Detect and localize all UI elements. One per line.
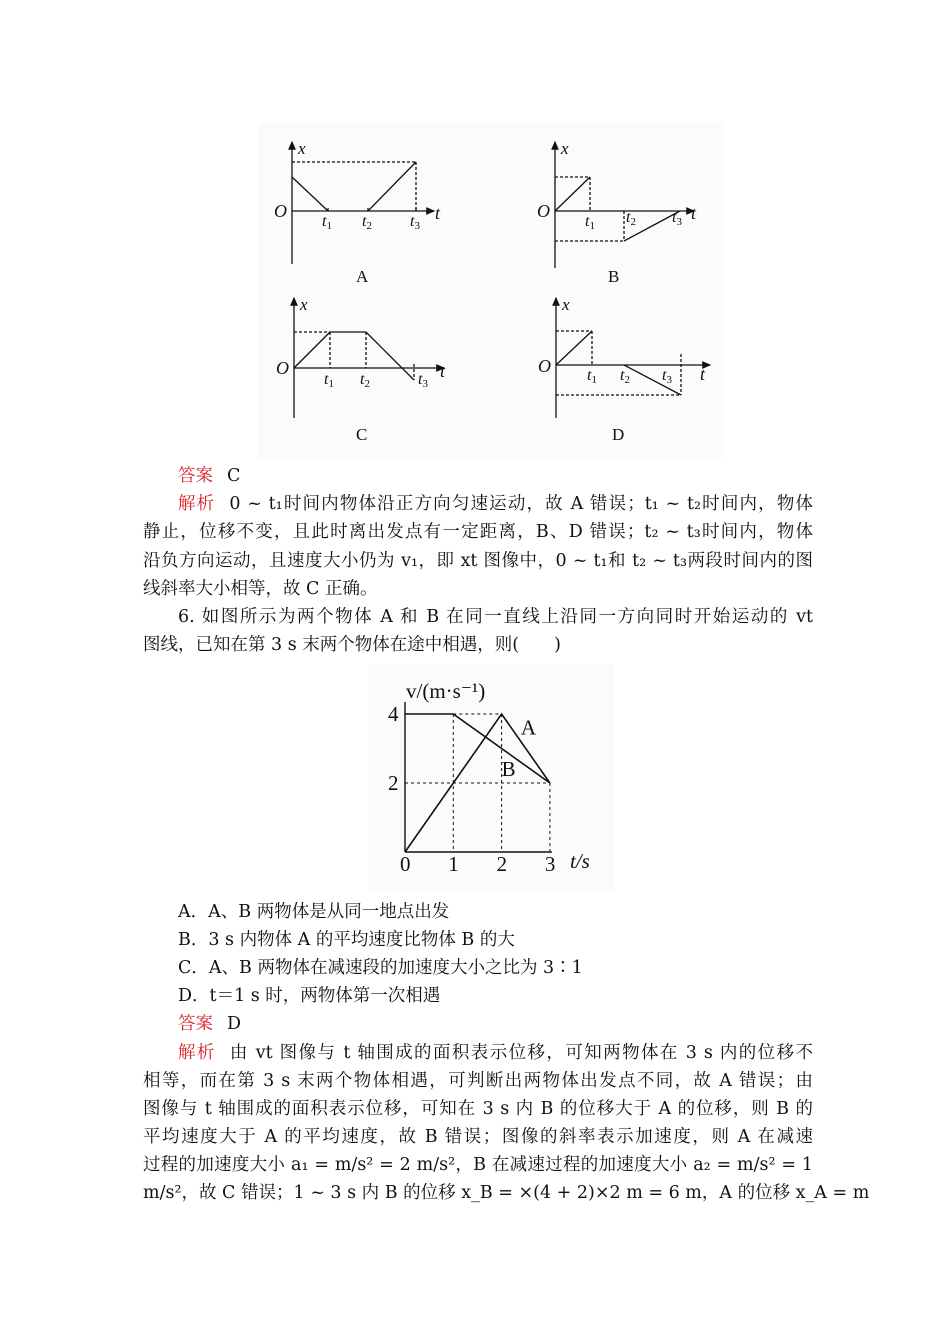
q6-analysis-line-6: m/s²，故 C 错误；1 ~ 3 s 内 B 的位移 x_B = ×(4 + 2)×2 m = 6 m，A 的位移 x_A = m xyxy=(143,1183,870,1203)
vt-y-tick-4: 4 xyxy=(388,702,399,726)
q6-analysis-line-3: 图像与 t 轴围成的面积表示位移，可知在 3 s 内 B 的位移大于 A 的位移，则 B 的 xyxy=(143,1099,813,1119)
graph-b-tick-2: t2 xyxy=(626,209,636,228)
q6-option-a: A．A、B 两物体是从同一地点出发 xyxy=(178,902,450,922)
q6-option-d: D．t＝1 s 时，两物体第一次相遇 xyxy=(178,986,441,1006)
q5-answer-label: 答案 xyxy=(178,466,213,486)
graph-d-label: D xyxy=(612,425,625,444)
graph-c-x-label: t xyxy=(440,361,446,381)
graph-b xyxy=(555,142,694,268)
graph-a-tick-2: t2 xyxy=(362,213,372,232)
vt-chart xyxy=(368,664,614,892)
vt-x-tick-0: 0 xyxy=(400,852,411,876)
q5-analysis-line-2: 静止，位移不变，且此时离出发点有一定距离，B、D 错误；t₂ ~ t₃时间内，物体 xyxy=(143,522,813,542)
graph-c-tick-1: t1 xyxy=(324,371,334,390)
vt-chart-svg xyxy=(368,664,614,892)
q6-answer xyxy=(178,1010,241,1038)
graph-a-origin: O xyxy=(274,201,287,221)
q5-answer xyxy=(178,462,240,490)
q6-analysis-text-1: 由 vt 图像与 t 轴围成的面积表示位移，可知两物体在 3 s 内的位移不 xyxy=(229,1043,813,1063)
q5-analysis-line-3: 沿负方向运动，且速度大小仍为 v₁，即 xt 图像中，0 ~ t₁和 t₂ ~ t₃两段时间内的图 xyxy=(143,551,813,571)
q5-analysis-line-1 xyxy=(178,490,813,518)
q6-stem-line-2: 图线，已知在第 3 s 末两个物体在途中相遇，则( ) xyxy=(143,635,561,655)
graph-a-tick-1: t1 xyxy=(322,213,332,232)
graph-d-x-label: t xyxy=(700,364,706,384)
vt-series-label-b: B xyxy=(501,757,516,782)
q5-answer-value: C xyxy=(227,466,241,486)
graph-b-y-label: x xyxy=(561,139,569,158)
graph-c-tick-2: t2 xyxy=(360,371,370,390)
q5-analysis-text-1: 0 ~ t₁时间内物体沿正方向匀速运动，故 A 错误；t₁ ~ t₂时间内，物体 xyxy=(229,494,813,514)
graph-d-tick-2: t2 xyxy=(620,367,630,386)
q6-stem-line-1: 6. 如图所示为两个物体 A 和 B 在同一直线上沿同一方向同时开始运动的 vt xyxy=(178,607,813,627)
q6-answer-label: 答案 xyxy=(178,1014,213,1034)
q6-option-c: C．A、B 两物体在减速段的加速度大小之比为 3∶1 xyxy=(178,958,583,978)
xt-graphs-figure xyxy=(258,122,724,458)
graph-d-y-label: x xyxy=(562,295,570,314)
vt-x-tick-2: 2 xyxy=(496,852,508,876)
q6-analysis-line-2: 相等，而在第 3 s 末两个物体相遇，可判断出两物体出发点不同，故 A 错误；由 xyxy=(143,1071,813,1091)
graph-a-x-label: t xyxy=(435,203,441,223)
q6-analysis-line-4: 平均速度大于 A 的平均速度，故 B 错误；图像的斜率表示加速度，则 A 在减速 xyxy=(143,1127,813,1147)
graph-c-y-label: x xyxy=(300,295,308,314)
graph-c-label: C xyxy=(356,425,368,444)
graph-b-tick-1: t1 xyxy=(585,213,595,232)
graph-b-tick-3: t3 xyxy=(672,209,682,228)
graph-c-origin: O xyxy=(276,358,289,378)
vt-y-tick-2: 2 xyxy=(388,771,399,795)
q6-answer-value: D xyxy=(227,1014,242,1034)
q6-analysis-line-5: 过程的加速度大小 a₁ = m/s² = 2 m/s²，B 在减速过程的加速度大小 a₂ = m/s² = 1 xyxy=(143,1155,813,1175)
graph-c-tick-3: t3 xyxy=(418,371,428,390)
graph-a-label: A xyxy=(356,267,369,286)
q6-analysis-line-1 xyxy=(178,1039,813,1067)
graph-d-origin: O xyxy=(538,356,551,376)
graph-d-tick-3: t3 xyxy=(662,367,672,386)
q5-analysis-line-4: 线斜率大小相等，故 C 正确。 xyxy=(143,579,378,599)
vt-x-tick-1: 1 xyxy=(448,852,459,876)
graph-a-tick-3: t3 xyxy=(410,213,420,232)
graph-b-x-label: t xyxy=(691,203,697,223)
graph-b-origin: O xyxy=(537,201,550,221)
graph-d-tick-1: t1 xyxy=(587,367,597,386)
xt-graphs-svg xyxy=(258,122,724,458)
vt-x-tick-3: 3 xyxy=(544,852,556,876)
q6-option-b: B．3 s 内物体 A 的平均速度比物体 B 的大 xyxy=(178,930,515,950)
vt-y-axis-label: v/(m·s⁻¹) xyxy=(406,679,486,703)
graph-b-label: B xyxy=(608,267,620,286)
vt-series-label-a: A xyxy=(520,715,537,740)
graph-a-y-label: x xyxy=(298,139,306,158)
graph-a xyxy=(292,142,434,264)
q5-analysis-label: 解析 xyxy=(178,494,216,514)
graph-c xyxy=(294,298,444,418)
q6-analysis-label: 解析 xyxy=(178,1043,216,1063)
vt-x-axis-label: t/s xyxy=(570,849,590,873)
graph-d xyxy=(556,298,710,418)
